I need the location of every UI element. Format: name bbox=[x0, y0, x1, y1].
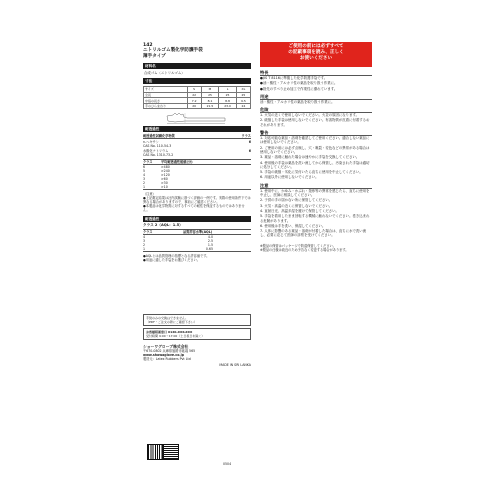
perm-cell: >480 bbox=[161, 164, 170, 169]
perm-header: 平均耐透過性能値(分) bbox=[161, 159, 193, 164]
perm-cell: >60 bbox=[161, 176, 168, 181]
aql-cell: 1 bbox=[143, 246, 146, 251]
table-cell: 20 bbox=[187, 103, 201, 109]
chem-cas: CAS No. 110-54-3 bbox=[143, 143, 172, 148]
size-header: 寸法 bbox=[143, 78, 251, 84]
code-text: 0504 bbox=[223, 462, 232, 466]
aql-cell: 0.65 bbox=[205, 246, 213, 251]
use-heading: 用途 bbox=[260, 93, 269, 99]
aql-note: ●AQLとは品質管理の指標となる許容値です。 bbox=[143, 253, 210, 258]
company-address: 〒670-0802 兵庫県姫路市砥堀 565 bbox=[143, 348, 196, 353]
footnote: ※製品の保管はパッケージで防湿保管してください。 bbox=[260, 243, 336, 248]
contact-box bbox=[143, 328, 251, 340]
danger-heading: 危険 bbox=[260, 107, 269, 113]
perm-cell: 2 bbox=[143, 180, 146, 185]
size-table bbox=[143, 86, 251, 109]
caution-heading: 注意 bbox=[260, 182, 269, 188]
feature-heading: 特長 bbox=[260, 70, 269, 75]
perm-cell: 5 bbox=[143, 168, 146, 173]
perm-cell: >10 bbox=[161, 184, 168, 189]
product-name-line2: 薄手タイプ bbox=[143, 53, 166, 59]
table-cell: 21.5 bbox=[201, 103, 219, 109]
warning-text: 2. ご使用の前には必ず点検し、穴・亀裂・変色などの異常がある場合は使用しないでください。 bbox=[260, 145, 370, 154]
table-cell: 23.0 bbox=[219, 103, 237, 109]
caution-text: 1. 使用中に、かゆみ・かぶれ・発疹等の異常を感じたら、直ちに使用を中止し、医師に相談してください。 bbox=[260, 188, 370, 198]
aql-cell: 2.5 bbox=[207, 238, 213, 243]
table-cell: 8.8 bbox=[219, 98, 237, 104]
aql-header: クラス bbox=[143, 229, 153, 234]
perm-cell: 4 bbox=[143, 172, 146, 177]
chem-cas: CAS No. 1310-73-2 bbox=[143, 152, 174, 157]
size-table-header: M bbox=[201, 87, 219, 93]
company-name: ショーワグローブ株式会社 bbox=[143, 343, 189, 349]
perm-header: クラス bbox=[143, 159, 153, 164]
warning-text: 5. 手袋の破損・劣化に気付いたら直ちに使用を中止してください。 bbox=[260, 170, 363, 175]
size-table-header: XL bbox=[236, 87, 250, 93]
material-value: 合成ゴム（ニトリルゴム） bbox=[144, 70, 185, 75]
caution-text: 6. 使用後は手を洗い、保湿してください。 bbox=[260, 223, 326, 228]
perm-cell: 3 bbox=[143, 176, 146, 181]
warning-banner-line: お使いください bbox=[299, 56, 333, 61]
warning-text: 4. 使用後の手袋は薬品を洗い流してから保管し、汚染された手袋は適切に処分してください。 bbox=[260, 160, 370, 169]
caution-text: 7. 人体に影響のある薬品・溶剤が付着した場合は、直ちに水で洗い流し、必要に応じて医師の診察を受けてください。 bbox=[260, 229, 367, 238]
aql-cell: 3 bbox=[143, 238, 146, 243]
table-cell: 中指の長さ bbox=[144, 98, 188, 104]
material-header: 材料名 bbox=[143, 63, 251, 69]
aql-cell: 2 bbox=[143, 242, 146, 247]
recycle-mark-icon bbox=[163, 444, 179, 460]
notice-box bbox=[143, 314, 251, 326]
table-cell: 9.5 bbox=[236, 98, 250, 104]
glove-diagram-icon bbox=[165, 112, 235, 124]
aql-cell: 4 bbox=[143, 234, 146, 239]
warning-banner-line: の記載事項を読み、正しく bbox=[288, 50, 344, 55]
chem-class: 6 bbox=[248, 148, 251, 153]
table-cell: 24 bbox=[236, 103, 250, 109]
feature-text: ●JIS T 8116に準拠した化学防護手袋です。 bbox=[260, 76, 328, 80]
table-cell: 全長 bbox=[144, 92, 188, 98]
company-url: www.showaglove.co.jp bbox=[143, 352, 184, 357]
feature-text: ●指先のすべり止め加工で作業性に優れています。 bbox=[260, 86, 338, 91]
perm-cell: >240 bbox=[161, 168, 170, 173]
list-item bbox=[143, 149, 251, 157]
company-maker: 製造元：Latex Rubbers Pvt Ltd bbox=[143, 356, 191, 361]
caution-text: 2. 子供の手の届かない所に保管してください。 bbox=[260, 198, 333, 203]
perm-cell: 6 bbox=[143, 164, 146, 169]
notes-text: ●上記測定結果は社内試験に基づく評価の一例です。実際の使用条件下では異なる場合がありますので、事前にご確認ください。 bbox=[143, 195, 251, 204]
size-table-header: S bbox=[187, 87, 201, 93]
warning-text: 1. 対応可能な薬品・溶剤を確認してご使用ください。適合しない薬品には使用しないでください。 bbox=[260, 136, 370, 145]
label-left-column bbox=[143, 30, 251, 470]
table-cell: 8.1 bbox=[201, 98, 219, 104]
chem-title: 耐透過性試験化学物質 bbox=[143, 133, 175, 138]
warning-heading: 警告 bbox=[260, 130, 269, 136]
footnote: ※製品の仕様は改良のため予告なく変更する場合があります。 bbox=[260, 247, 349, 252]
aql-cell: 1.5 bbox=[207, 242, 213, 247]
list-item bbox=[143, 140, 251, 148]
table-cell: 22 bbox=[187, 92, 201, 98]
notice-line: （PDF・ご注文の際にご確認下さい） bbox=[146, 319, 197, 324]
notice-line: 手袋のみの交換はできません。 bbox=[146, 315, 189, 320]
size-table-header: L bbox=[219, 87, 237, 93]
use-text: 油・酸性・アルカリ性の薬品を取り扱う作業に。 bbox=[260, 99, 335, 104]
aql-class-line: クラス 2（AQL：1.5） bbox=[143, 223, 183, 228]
label-right-column bbox=[260, 30, 372, 470]
perm-cell: >30 bbox=[161, 180, 168, 185]
product-number: 142 bbox=[143, 43, 153, 48]
warning-text: 3. 薬品・溶剤に触れた場合は速やかに手袋を交換してください。 bbox=[260, 155, 360, 160]
caution-text: 4. 直射日光、高温多湿を避けて保管してください。 bbox=[260, 208, 339, 213]
warning-text: 6. 用途以外に使用しないでください。 bbox=[260, 175, 319, 180]
table-row bbox=[144, 103, 251, 109]
table-cell: 手のひらまわり bbox=[144, 103, 188, 109]
warning-banner bbox=[260, 42, 372, 67]
danger-text: 1. 火気の近くで使用しないでください。火災の原因になります。 bbox=[260, 113, 359, 118]
aql-header: 耐透過性 bbox=[143, 216, 251, 222]
danger-text: 2. 破損した手袋は使用しないでください。有害物質が皮膚に付着するおそれがあります。 bbox=[260, 118, 370, 127]
aql-cell: 4.0 bbox=[207, 234, 213, 239]
table-cell: 7.2 bbox=[187, 98, 201, 104]
aql-note: ●用途に適した手袋をお選びください。 bbox=[143, 257, 200, 262]
aql-header: 品質許容水準(AQL) bbox=[183, 229, 213, 234]
contact-line: 受付時間 9:00〜17:00（土日祝日を除く） bbox=[146, 333, 205, 338]
chem-header: 耐透過性 bbox=[143, 126, 251, 132]
table-cell: 25 bbox=[236, 92, 250, 98]
product-label bbox=[143, 30, 372, 470]
company-block bbox=[143, 344, 251, 361]
notes-heading: （注意） bbox=[143, 191, 156, 196]
perm-cell: 1 bbox=[143, 184, 146, 189]
perm-cell: >120 bbox=[161, 172, 170, 177]
chem-class-label: クラス bbox=[241, 133, 251, 138]
origin-text: MADE IN SRI LANKA bbox=[219, 362, 251, 367]
table-cell: 25 bbox=[219, 92, 237, 98]
size-table-header: サイズ bbox=[144, 87, 188, 93]
caution-text: 5. 手袋を着用したまま回転する機械に触れないでください。巻き込まれる危険があります。 bbox=[260, 214, 370, 223]
product-name-line1: ニトリルゴム製化学防護手袋 bbox=[143, 48, 203, 54]
chem-class: 6 bbox=[248, 139, 251, 144]
chem-name: 水酸化ナトリウム bbox=[143, 148, 169, 153]
notes-text: ●本製品は化学物質に対するすべての耐性を保証するものではありません。 bbox=[143, 203, 245, 212]
caution-text: 3. 火気・高温の近くに保管しないでください。 bbox=[260, 203, 333, 208]
feature-text: ●油・酸性・アルカリ性の薬品を取り扱う作業に。 bbox=[260, 81, 338, 86]
warning-banner-line: ご使用の前には必ずすべて bbox=[288, 44, 344, 49]
chem-name: n-ヘキサン bbox=[143, 139, 159, 144]
table-cell: 25 bbox=[201, 92, 219, 98]
contact-line: お客様相談窓口 0120-XXX-XXX bbox=[146, 329, 193, 334]
qr-code-icon bbox=[147, 444, 163, 460]
